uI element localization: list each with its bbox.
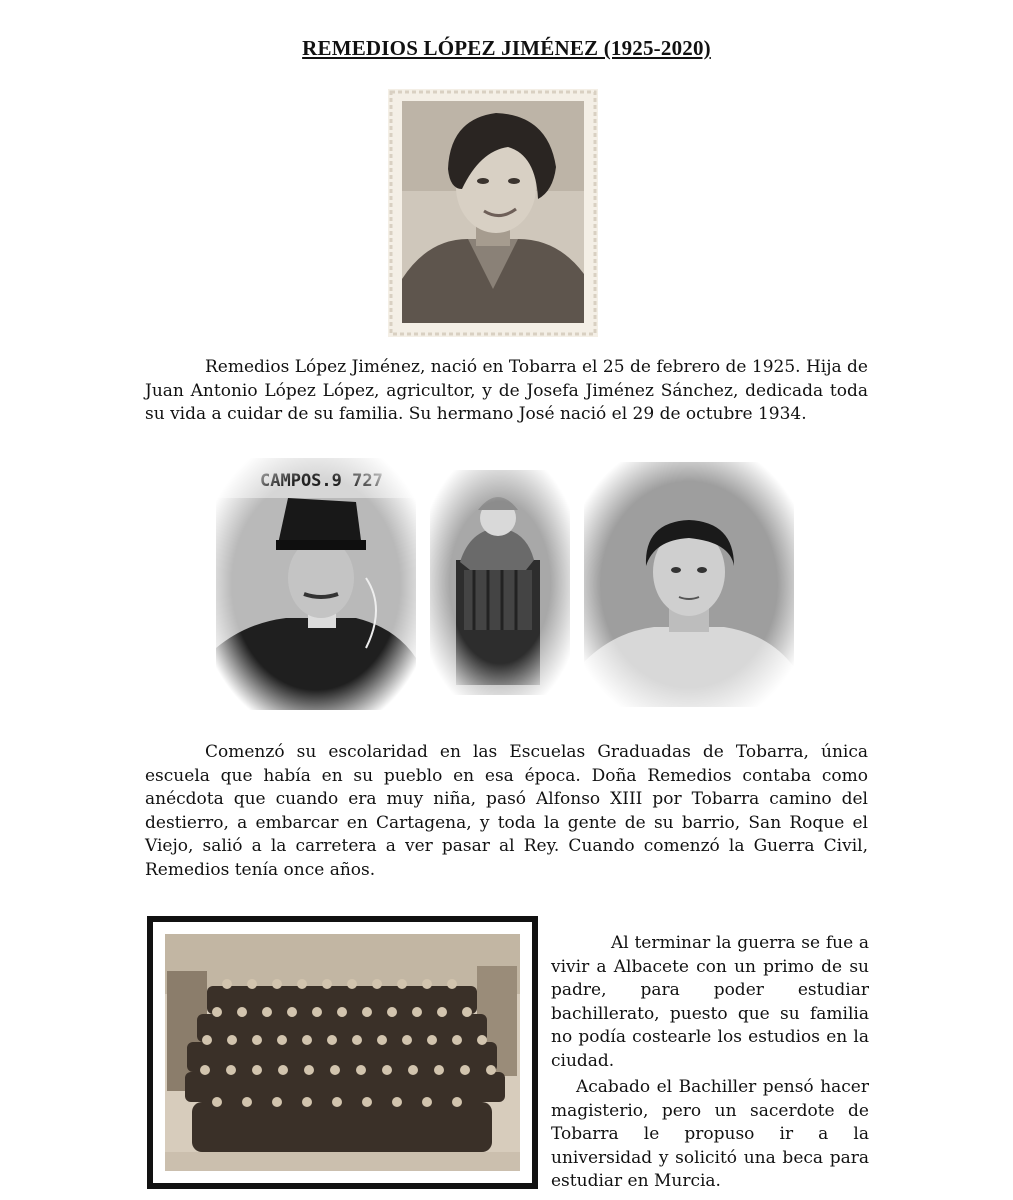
paragraph-bachiller: Acabado el Bachiller pensó hacer magisterio, pero un sacerdote de Tobarra le propuso ir a la universidad y solicitó una beca para estudiar en Murcia. <box>551 1077 869 1192</box>
paragraph-birth: Remedios López Jiménez, nació en Tobarra el 25 de febrero de 1925. Hija de Juan Antonio López López, agricultor, y de Josefa Jiménez Sánchez, dedicada toda su vida a cuidar de su familia. Su hermano José nació el 29 de octubre 1934. <box>145 357 868 425</box>
paragraph-schooling: Comenzó su escolaridad en las Escuelas Graduadas de Tobarra, única escuela que había en su pueblo en esa época. Doña Remedios contaba como anécdota que cuando era muy niña, pasó Alfonso XIII por Tobarra camino del destierro, a embarcar en Cartagena, y toda la gente de su barrio, San Roque el Viejo, salió a la carretera a ver pasar al Rey. Cuando comenzó la Guerra Civil, Remedios tenía once años. <box>145 742 868 880</box>
mother-photo <box>584 462 794 707</box>
portrait-photo <box>388 89 598 337</box>
class-group-photo <box>147 916 538 1189</box>
father-photo <box>216 458 416 710</box>
paragraph-after-war: Al terminar la guerra se fue a vivir a Albacete con un primo de su padre, para poder estudiar bachillerato, puesto que su familia no podía costearle los estudios en la ciudad. <box>551 933 869 1071</box>
baby-photo <box>430 470 570 695</box>
page-title: REMEDIOS LÓPEZ JIMÉNEZ (1925-2020) <box>302 36 711 60</box>
